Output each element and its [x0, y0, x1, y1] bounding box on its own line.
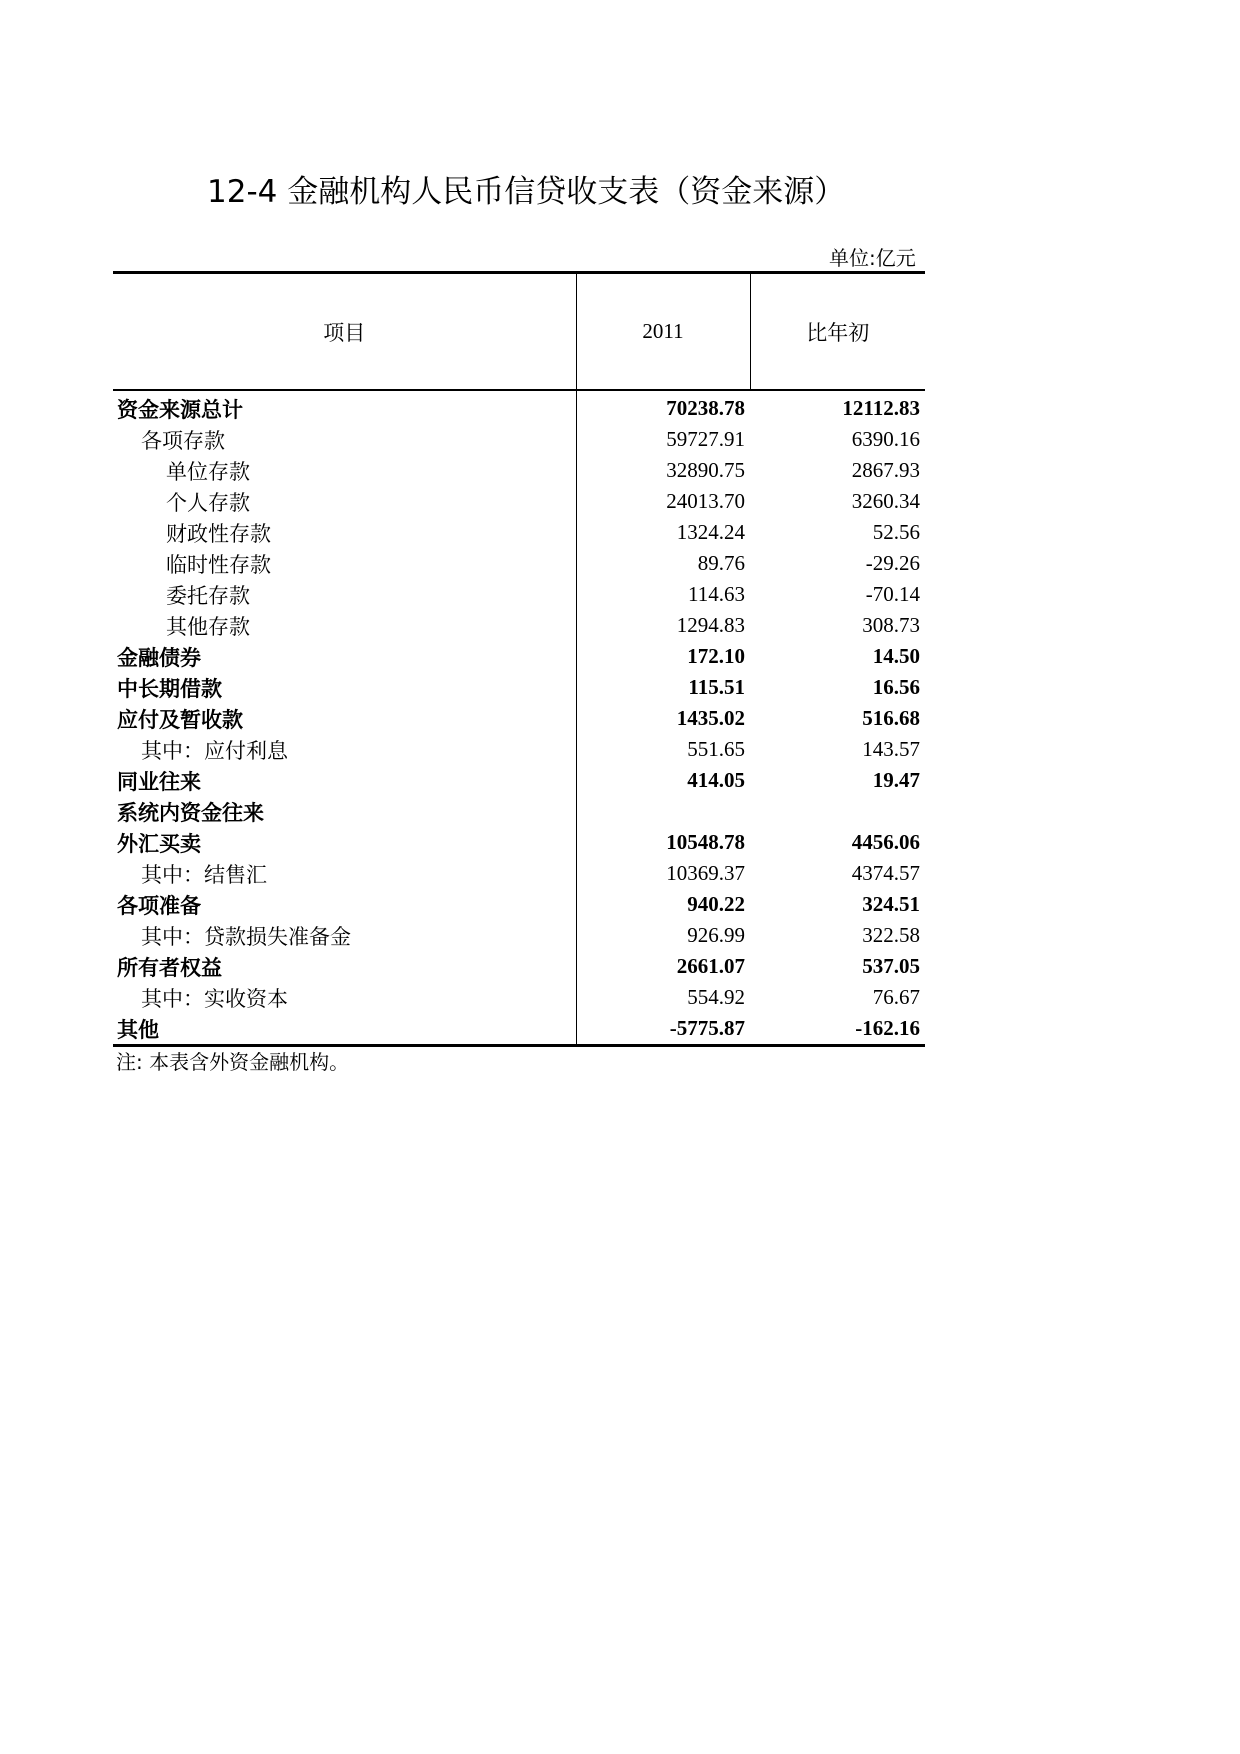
header-item: 项目 [113, 273, 576, 391]
row-name: 同业往来 [117, 769, 201, 794]
table-row [113, 1013, 925, 1046]
row-value-change: -70.14 [865, 582, 920, 606]
row-value-change: 516.68 [862, 706, 920, 730]
table-row [113, 486, 925, 517]
row-value-2011: 115.51 [576, 672, 750, 703]
row-name: 其中：应付利息 [141, 738, 288, 763]
row-value-2011: 172.10 [576, 641, 750, 672]
table-row [113, 390, 925, 424]
row-value-change: 12112.83 [842, 396, 920, 420]
row-value-2011: 940.22 [576, 889, 750, 920]
row-value-2011: 10369.37 [576, 858, 750, 889]
table-row [113, 548, 925, 579]
row-name: 其中：结售汇 [141, 862, 267, 887]
row-name: 金融债券 [117, 645, 201, 670]
table-row [113, 641, 925, 672]
row-name: 中长期借款 [117, 676, 222, 701]
table-row [113, 765, 925, 796]
row-value-change: 76.67 [872, 985, 920, 1009]
table-row [113, 796, 925, 827]
row-value-change: 16.56 [872, 675, 920, 699]
row-value-2011: 24013.70 [576, 486, 750, 517]
row-value-2011: 551.65 [576, 734, 750, 765]
row-value-change: 4456.06 [851, 830, 920, 854]
table-header-row [113, 273, 925, 391]
row-name: 其中：实收资本 [141, 986, 288, 1011]
row-value-change: 6390.16 [851, 427, 920, 451]
row-value-2011 [576, 796, 750, 827]
row-value-change: 4374.57 [851, 861, 920, 885]
row-value-2011: 1324.24 [576, 517, 750, 548]
row-value-change: -29.26 [865, 551, 920, 575]
table-row [113, 579, 925, 610]
row-value-2011: 926.99 [576, 920, 750, 951]
table-row [113, 951, 925, 982]
header-change: 比年初 [750, 273, 925, 391]
row-value-change: 308.73 [862, 613, 920, 637]
table-row [113, 455, 925, 486]
row-value-change: -162.16 [750, 1013, 925, 1046]
table-note: 注: 本表含外资金融机构。 [116, 1050, 350, 1074]
row-value-change: 143.57 [862, 737, 920, 761]
row-name: 系统内资金往来 [117, 800, 264, 825]
row-value-change: 52.56 [872, 520, 920, 544]
row-value-change: 537.05 [862, 954, 920, 978]
row-name: 委托存款 [166, 583, 250, 608]
row-name: 各项存款 [141, 428, 225, 453]
row-name: 各项准备 [117, 893, 201, 918]
table-row [113, 734, 925, 765]
page-title: 12-4 金融机构人民币信贷收支表（资金来源） [207, 174, 846, 210]
row-name: 个人存款 [166, 490, 250, 515]
unit-label: 单位:亿元 [829, 246, 916, 270]
row-value-2011: 70238.78 [576, 390, 750, 424]
credit-table [113, 271, 925, 1047]
row-value-change: 324.51 [862, 892, 920, 916]
row-value-change: 19.47 [872, 768, 920, 792]
row-name: 财政性存款 [166, 521, 271, 546]
row-name: 其他存款 [166, 614, 250, 639]
table-row [113, 672, 925, 703]
row-value-2011: 10548.78 [576, 827, 750, 858]
row-value-2011: -5775.87 [576, 1013, 750, 1046]
table-row [113, 858, 925, 889]
table-row [113, 703, 925, 734]
row-name: 应付及暂收款 [117, 707, 243, 732]
row-value-2011: 59727.91 [576, 424, 750, 455]
row-value-2011: 554.92 [576, 982, 750, 1013]
row-name: 临时性存款 [166, 552, 271, 577]
row-value-change: 322.58 [862, 923, 920, 947]
table-row [113, 920, 925, 951]
row-value-2011: 1435.02 [576, 703, 750, 734]
table-row [113, 517, 925, 548]
row-value-2011: 2661.07 [576, 951, 750, 982]
table-row [113, 889, 925, 920]
row-value-change [750, 796, 925, 827]
row-name: 资金来源总计 [117, 397, 243, 422]
row-value-2011: 1294.83 [576, 610, 750, 641]
row-value-2011: 114.63 [576, 579, 750, 610]
table-row [113, 610, 925, 641]
row-name: 其中：贷款损失准备金 [141, 924, 351, 949]
header-year: 2011 [576, 273, 750, 391]
row-name: 所有者权益 [117, 955, 222, 980]
table-row [113, 982, 925, 1013]
row-value-2011: 89.76 [576, 548, 750, 579]
row-name: 外汇买卖 [117, 831, 201, 856]
table-row [113, 827, 925, 858]
row-value-change: 3260.34 [851, 489, 920, 513]
row-name: 其他 [113, 1013, 576, 1046]
row-value-2011: 32890.75 [576, 455, 750, 486]
row-value-2011: 414.05 [576, 765, 750, 796]
table-row [113, 424, 925, 455]
row-value-change: 14.50 [872, 644, 920, 668]
row-name: 单位存款 [166, 459, 250, 484]
row-value-change: 2867.93 [851, 458, 920, 482]
